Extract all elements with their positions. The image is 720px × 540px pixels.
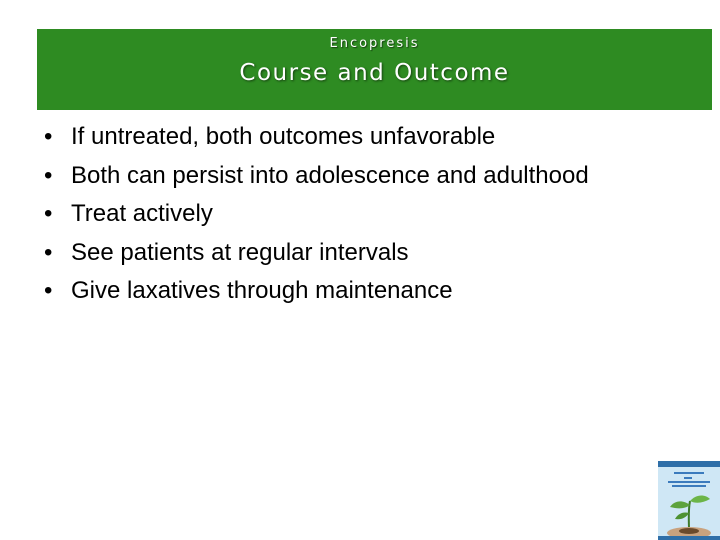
bullet-text: If untreated, both outcomes unfavorable [71,123,496,150]
bullet-text: Both can persist into adolescence and adulthood [71,161,589,189]
bullet-marker: • [44,200,53,227]
bullet-text: See patients at regular intervals [71,238,409,266]
bullet-marker: • [44,277,53,304]
bullet-marker: • [44,161,53,189]
bullet-marker: • [44,123,53,150]
bullet-item [44,195,664,234]
book-cover-thumbnail [658,461,720,540]
bullet-text: Treat actively [71,200,213,227]
bullet-item [44,157,664,196]
slide-kicker: Encopresis [329,36,420,51]
bullet-item [44,272,664,311]
slide-title: Course and Outcome [239,60,510,86]
header-band [37,29,712,110]
bullet-text: Give laxatives through maintenance [71,277,453,304]
bullet-item [44,234,664,273]
bullet-item [44,118,664,157]
bullet-list [44,118,664,311]
bullet-marker: • [44,238,53,266]
